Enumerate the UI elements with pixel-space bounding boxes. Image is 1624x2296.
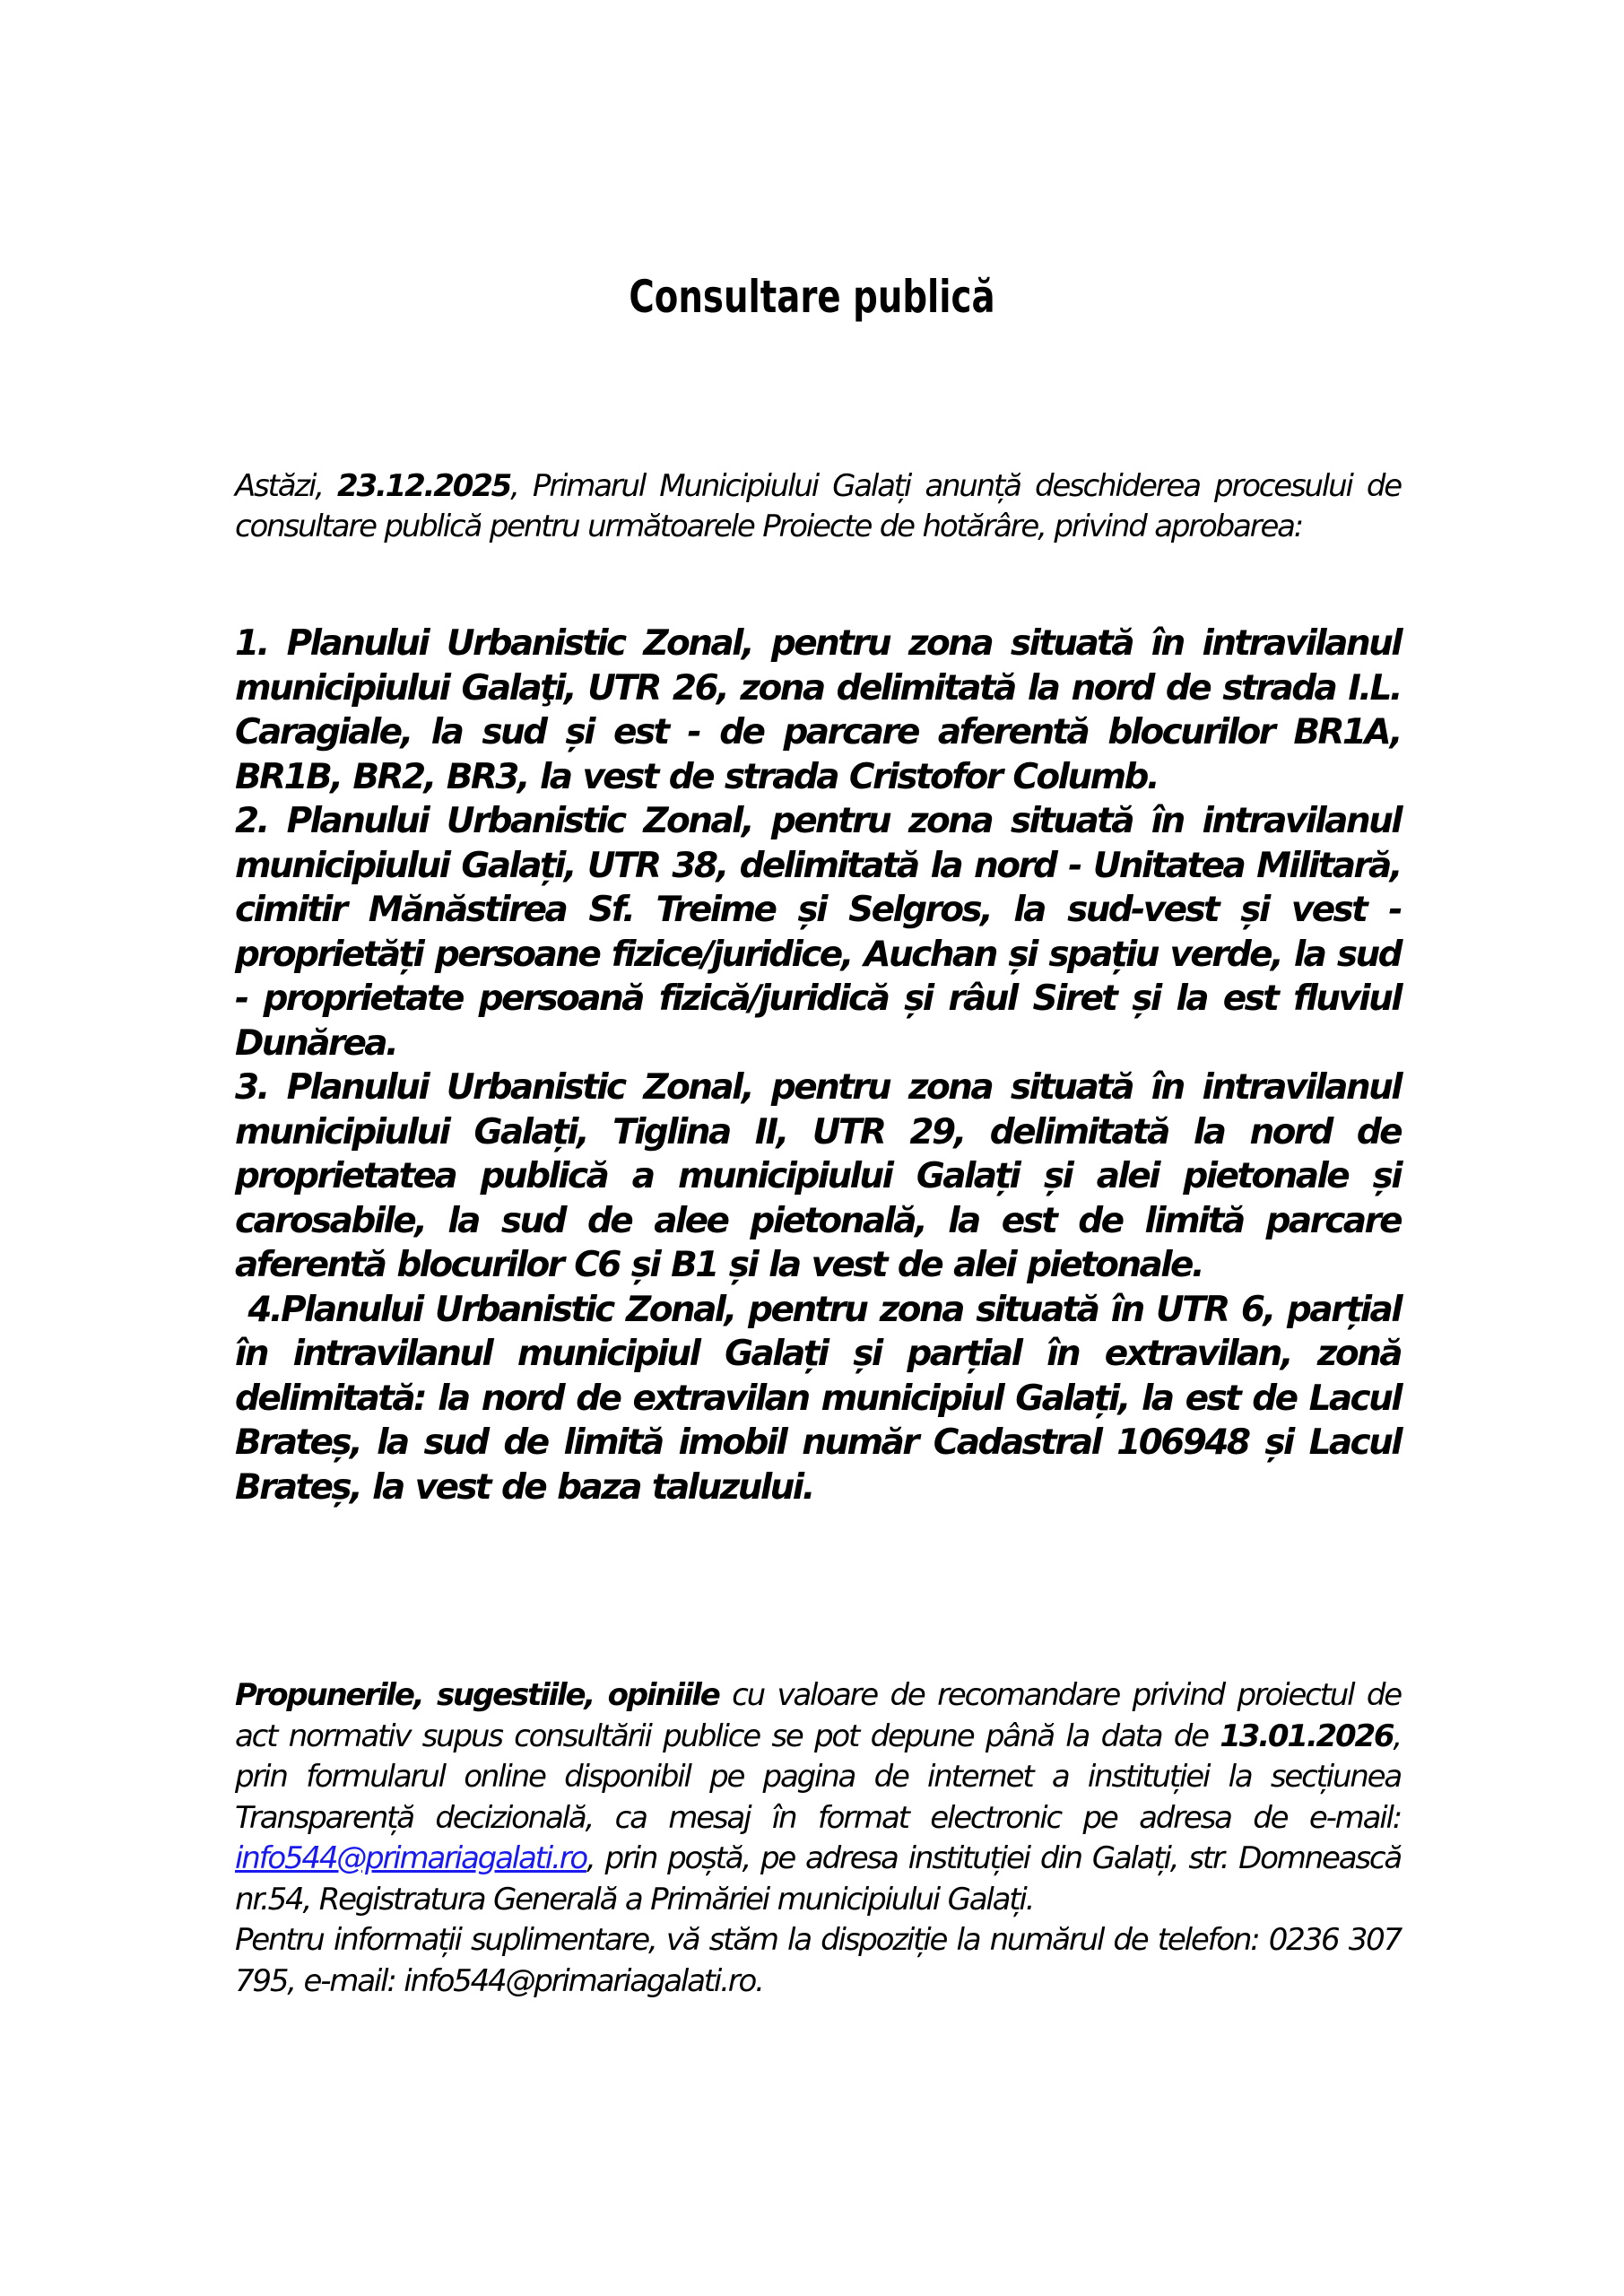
page-title: Consultare publică [629, 270, 995, 323]
project-item-2 [235, 799, 1401, 1065]
submission-paragraph [235, 1675, 1401, 1920]
project-item-1 [235, 622, 1401, 799]
projects-list [235, 622, 1401, 1509]
announcement-date: 23.12.2025 [337, 468, 511, 504]
project-text: Planului Urbanistic Zonal, pentru zona situată în intravilanul municipiului Galați, UTR 38, delimitată la nord - Unitatea Militară, cimitir Mănăstirea Sf. Treime și Selgros, la sud-vest și vest - proprietăți persoane fizice/juridice, Auchan și spațiu verde, la sud - proprietate persoană fizică/juridică și râul Siret și la est fluviul Dunărea. [235, 801, 1402, 1064]
project-text: Planului Urbanistic Zonal, pentru zona situată în UTR 6, parțial în intravilanul municipiul Galați și parțial în extravilan, zonă delimitată: la nord de extravilan municipiul Galați, la est de Lacul Brateș, la sud de limită imobil număr Cadastral 106948 și Lacul Brateș, la vest de baza taluzului. [235, 1289, 1401, 1508]
closing-section [235, 1675, 1401, 2002]
project-number: 2. [235, 801, 268, 841]
submission-lead: Propunerile, sugestiile, opiniile [235, 1677, 719, 1713]
contact-paragraph [235, 1920, 1401, 2002]
project-number: 3. [235, 1067, 268, 1108]
intro-paragraph [235, 466, 1401, 547]
project-item-4 [235, 1288, 1401, 1510]
project-item-3 [235, 1065, 1401, 1288]
project-number: 4. [248, 1289, 282, 1330]
contact-text: Pentru informații suplimentare, vă stăm la dispoziție la numărul de telefon: 0236 307 795, e-mail: info544@primariagalati.ro. [235, 1922, 1401, 1999]
submission-methods-text: , prin formularul online disponibil pe pagina de internet a instituției la secțiunea Transparență decizională, ca mesaj în format electronic pe adresa de e-mail: [235, 1718, 1401, 1836]
project-number: 1. [235, 623, 268, 664]
postal-text: , prin poștă, pe adresa instituției din Galați, str. Domnească nr.54, Registratura Generală a Primăriei municipiului Galați. [235, 1840, 1401, 1918]
project-text: Planului Urbanistic Zonal, pentru zona situată în intravilanul municipiului Galați, Tiglina II, UTR 29, delimitată la nord de proprietatea publică a municipiului Galați și alei pietonale și carosabile, la sud de alee pietonală, la est de limită parcare aferentă blocurilor C6 și B1 și la vest de alei pietonale. [235, 1067, 1402, 1285]
intro-prefix: Astăzi, [235, 468, 338, 504]
email-link[interactable]: info544@primariagalati.ro [235, 1840, 586, 1876]
project-text: Planului Urbanistic Zonal, pentru zona situată în intravilanul municipiului Galaţi, UTR 26, zona delimitată la nord de strada I.L. Caragiale, la sud și est - de parcare aferentă blocurilor BR1A, BR1B, BR2, BR3, la vest de strada Cristofor Columb. [235, 623, 1402, 797]
intro-text: , Primarul Municipiului Galați anunță deschiderea procesului de consultare publică pentru următoarele Proiecte de hotărâre, privind aprobarea: [235, 468, 1401, 544]
submission-text: cu valoare de recomandare privind proiectul de act normativ supus consultării publice se pot depune până la data de [235, 1677, 1402, 1754]
deadline-date: 13.01.2026 [1220, 1718, 1394, 1754]
